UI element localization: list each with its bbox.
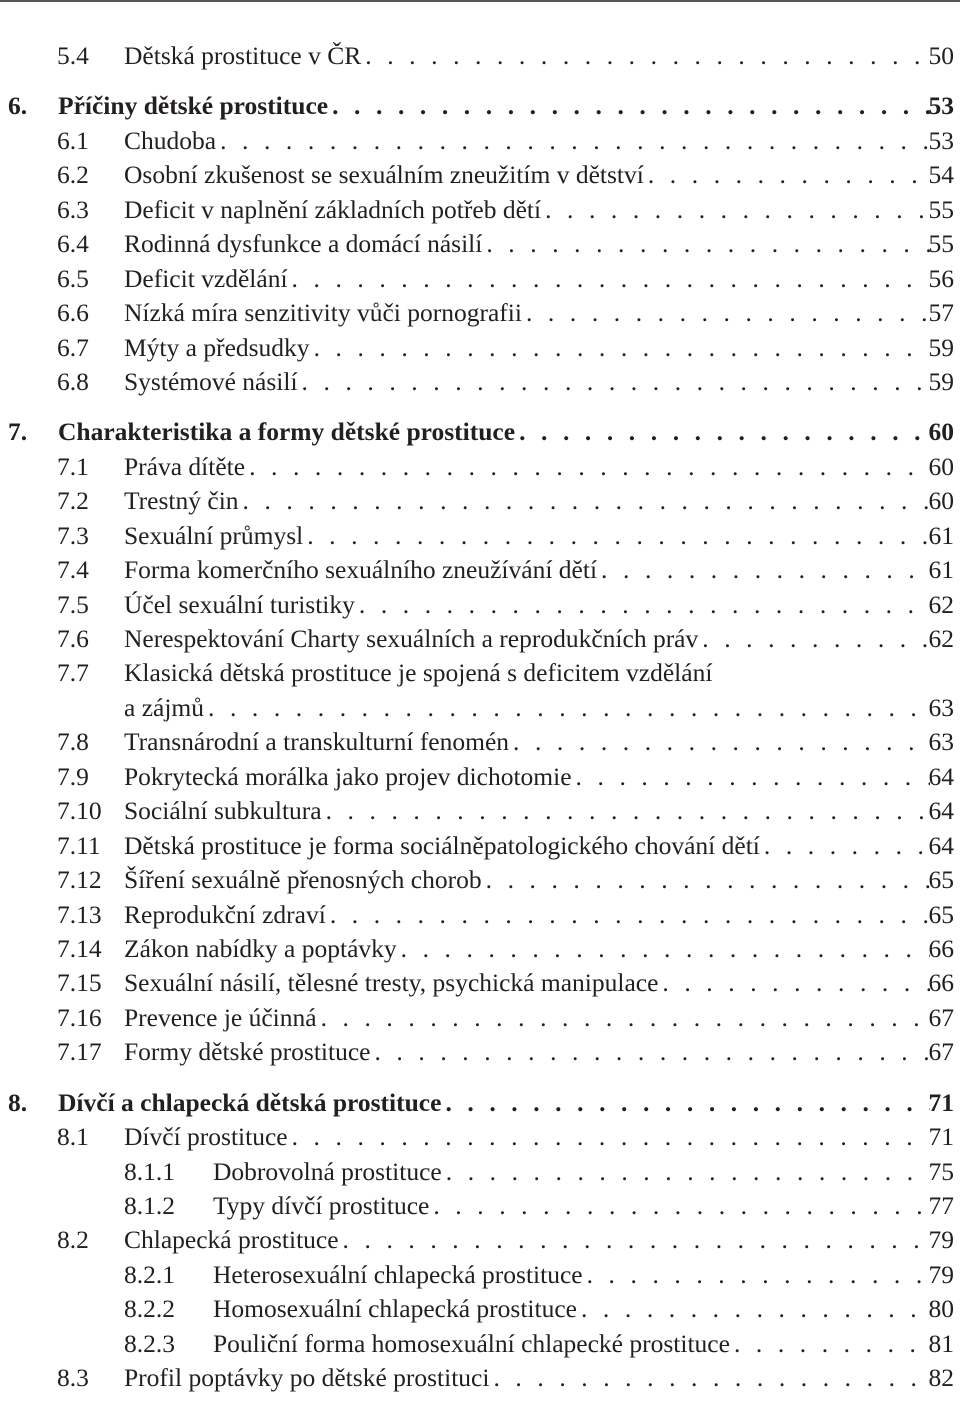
toc-page-number: 55 — [928, 229, 954, 259]
toc-entry-title — [124, 725, 930, 759]
toc-page-number: 65 — [928, 899, 954, 929]
dot-leader — [374, 1035, 930, 1069]
toc-entry-title — [124, 519, 930, 553]
dot-leader — [292, 1120, 930, 1154]
dot-leader — [581, 1292, 930, 1326]
toc-section-row[interactable] — [0, 39, 960, 73]
toc-entry-title-text: Chlapecká prostituce — [124, 1223, 343, 1257]
toc-page-number: 79 — [928, 1259, 954, 1289]
toc-entry-title — [58, 1086, 930, 1120]
toc-entry-title-text: Pouliční forma homosexuální chlapecké prostituce — [213, 1327, 734, 1361]
toc-section-row[interactable] — [0, 262, 960, 296]
toc-entry-number: 7.8 — [57, 727, 89, 757]
table-of-contents — [0, 39, 960, 1396]
toc-entry-title-text: Šíření sexuálně přenosných chorob — [124, 863, 486, 897]
toc-entry-title-text: Typy dívčí prostituce — [213, 1189, 433, 1223]
toc-section-row[interactable] — [0, 296, 960, 330]
toc-page-number: 66 — [928, 933, 954, 963]
toc-entry-number: 6.1 — [57, 125, 89, 155]
toc-entry-number: 7. — [8, 417, 28, 447]
toc-entry-number: 7.3 — [57, 520, 89, 550]
toc-section-row[interactable] — [0, 553, 960, 587]
toc-section-row[interactable] — [0, 966, 960, 1000]
toc-entry-title-text: Práva dítěte — [124, 450, 249, 484]
toc-entry-title — [124, 365, 930, 399]
toc-section-row[interactable] — [0, 1361, 960, 1395]
toc-entry-number: 7.17 — [57, 1037, 102, 1067]
toc-page-number: 81 — [928, 1328, 954, 1358]
toc-entry-title — [124, 158, 930, 192]
toc-entry-title-text: Dobrovolná prostituce — [213, 1155, 446, 1189]
toc-entry-title-text: Reprodukční zdraví — [124, 898, 330, 932]
toc-entry-title — [124, 622, 930, 656]
toc-entry-number: 7.9 — [57, 761, 89, 791]
toc-entry-title-text: Homosexuální chlapecká prostituce — [213, 1292, 581, 1326]
toc-page-number: 62 — [928, 589, 954, 619]
toc-entry-number: 8.2 — [57, 1225, 89, 1255]
dot-leader — [601, 553, 930, 587]
toc-section-row[interactable] — [0, 227, 960, 261]
toc-entry-title-text: a zájmů — [124, 691, 208, 725]
dot-leader — [401, 932, 930, 966]
toc-page-number: 64 — [928, 761, 954, 791]
toc-section-row[interactable] — [0, 760, 960, 794]
toc-entry-title — [213, 1189, 930, 1223]
dot-leader — [208, 691, 930, 725]
toc-page-number: 79 — [928, 1225, 954, 1255]
toc-entry-title-text: Zákon nabídky a poptávky — [124, 932, 401, 966]
toc-entry-title-text: Trestný čin — [124, 484, 243, 518]
dot-leader — [359, 588, 930, 622]
toc-section-row[interactable] — [0, 794, 960, 828]
toc-entry-title-text: Sociální subkultura — [124, 794, 326, 828]
dot-leader — [648, 158, 930, 192]
toc-subsubsection-row[interactable] — [0, 1155, 960, 1189]
toc-entry-title-text: Sexuální násilí, tělesné tresty, psychická manipulace — [124, 966, 662, 1000]
toc-section-row[interactable] — [0, 158, 960, 192]
toc-entry-number: 6.2 — [57, 160, 89, 190]
toc-entry-title-text: Mýty a předsudky — [124, 331, 314, 365]
dot-leader — [307, 519, 930, 553]
toc-section-row[interactable] — [0, 365, 960, 399]
dot-leader — [446, 1155, 930, 1189]
toc-entry-title-text: Nízká míra senzitivity vůči pornografii — [124, 296, 526, 330]
toc-entry-title-text: Deficit v naplnění základních potřeb dětí — [124, 193, 545, 227]
toc-entry-title-text: Charakteristika a formy dětské prostituce — [58, 415, 519, 449]
toc-entry-title-text: Příčiny dětské prostituce — [58, 89, 332, 123]
toc-page-number: 56 — [928, 263, 954, 293]
toc-entry-title — [213, 1327, 930, 1361]
toc-entry-title — [124, 1361, 930, 1395]
toc-entry-number: 7.7 — [57, 658, 89, 688]
toc-page-number: 57 — [928, 298, 954, 328]
toc-section-row[interactable] — [0, 193, 960, 227]
toc-entry-title — [124, 656, 930, 690]
toc-section-row-continuation[interactable] — [0, 691, 960, 725]
toc-section-row[interactable] — [0, 725, 960, 759]
dot-leader — [702, 622, 930, 656]
toc-entry-title — [124, 932, 930, 966]
toc-entry-number: 7.15 — [57, 968, 102, 998]
toc-entry-title — [124, 124, 930, 158]
dot-leader — [576, 760, 930, 794]
toc-entry-number: 7.12 — [57, 865, 102, 895]
toc-entry-title-text: Sexuální průmysl — [124, 519, 307, 553]
dot-leader — [513, 725, 930, 759]
dot-leader — [326, 794, 930, 828]
toc-entry-title-text: Heterosexuální chlapecká prostituce — [213, 1258, 587, 1292]
dot-leader — [330, 898, 930, 932]
toc-page-number: 50 — [928, 41, 954, 70]
toc-page-number: 71 — [928, 1087, 954, 1117]
toc-subsubsection-row[interactable] — [0, 1327, 960, 1361]
toc-entry-title-text: Dětská prostituce je forma sociálněpatologického chování dětí — [124, 829, 764, 863]
toc-entry-title-text: Deficit vzdělání — [124, 262, 292, 296]
toc-section-row[interactable] — [0, 932, 960, 966]
dot-leader — [764, 829, 930, 863]
toc-entry-title — [124, 1035, 930, 1069]
toc-entry-number: 6.7 — [57, 332, 89, 362]
toc-page-number: 82 — [928, 1363, 954, 1393]
top-rule — [0, 0, 960, 2]
toc-entry-number: 6. — [8, 91, 28, 121]
toc-page-number: 55 — [928, 194, 954, 224]
dot-leader — [292, 262, 930, 296]
toc-page-number: 59 — [928, 332, 954, 362]
toc-page-number: 53 — [928, 91, 954, 121]
toc-section-row[interactable] — [0, 1035, 960, 1069]
toc-section-row[interactable] — [0, 622, 960, 656]
toc-entry-title — [58, 415, 930, 449]
dot-leader — [433, 1189, 930, 1223]
toc-section-row[interactable] — [0, 519, 960, 553]
toc-entry-title — [124, 227, 930, 261]
toc-chapter-row[interactable] — [0, 1086, 960, 1120]
toc-entry-number: 5.4 — [57, 41, 89, 70]
dot-leader — [321, 1001, 930, 1035]
dot-leader — [343, 1223, 930, 1257]
toc-entry-number: 7.4 — [57, 555, 89, 585]
toc-entry-title-text: Rodinná dysfunkce a domácí násilí — [124, 227, 486, 261]
toc-entry-number: 6.5 — [57, 263, 89, 293]
dot-leader — [243, 484, 930, 518]
toc-page-number: 77 — [928, 1191, 954, 1220]
toc-page-number: 63 — [928, 727, 954, 757]
toc-entry-number: 7.6 — [57, 624, 89, 653]
toc-page-number: 61 — [928, 520, 954, 550]
toc-entry-title — [124, 484, 930, 518]
toc-section-row[interactable] — [0, 656, 960, 690]
toc-entry-title — [124, 760, 930, 794]
toc-entry-title — [124, 966, 930, 1000]
toc-entry-title — [124, 553, 930, 587]
toc-entry-number: 7.16 — [57, 1002, 102, 1032]
toc-entry-title-text: Profil poptávky po dětské prostituci — [124, 1361, 493, 1395]
toc-entry-title-text: Klasická dětská prostituce je spojená s deficitem vzdělání — [124, 656, 716, 690]
toc-entry-title — [124, 588, 930, 622]
toc-subsubsection-row[interactable] — [0, 1189, 960, 1223]
toc-entry-number: 8. — [8, 1087, 28, 1117]
toc-section-row[interactable] — [0, 829, 960, 863]
toc-section-row[interactable] — [0, 484, 960, 518]
toc-page-number: 60 — [928, 451, 954, 481]
toc-entry-title — [124, 691, 930, 725]
toc-page-number: 66 — [928, 968, 954, 998]
toc-entry-number: 7.14 — [57, 933, 102, 963]
toc-entry-title — [58, 89, 930, 123]
toc-entry-number: 8.2.2 — [124, 1294, 175, 1324]
toc-section-row[interactable] — [0, 588, 960, 622]
toc-section-row[interactable] — [0, 450, 960, 484]
toc-page-number: 64 — [928, 830, 954, 860]
toc-entry-title — [124, 331, 930, 365]
toc-entry-title-text: Osobní zkušenost se sexuálním zneužitím v dětství — [124, 158, 648, 192]
toc-entry-title — [213, 1155, 930, 1189]
toc-page-number: 61 — [928, 555, 954, 585]
toc-entry-title — [124, 193, 930, 227]
toc-page-number: 60 — [928, 417, 954, 447]
toc-entry-number: 8.2.1 — [124, 1259, 175, 1289]
toc-entry-title — [124, 1223, 930, 1257]
toc-entry-title — [213, 1258, 930, 1292]
toc-page-number: 62 — [928, 624, 954, 653]
dot-leader — [662, 966, 930, 1000]
toc-page-number: 80 — [928, 1294, 954, 1324]
toc-page-number: 67 — [928, 1002, 954, 1032]
dot-leader — [734, 1327, 930, 1361]
dot-leader — [220, 124, 930, 158]
toc-entry-title — [124, 1120, 930, 1154]
toc-entry-number: 6.8 — [57, 366, 89, 396]
dot-leader — [302, 365, 930, 399]
dot-leader — [365, 39, 930, 73]
toc-entry-number: 8.1.2 — [124, 1191, 175, 1220]
toc-page-number: 75 — [928, 1156, 954, 1186]
dot-leader — [545, 193, 930, 227]
dot-leader — [445, 1086, 930, 1120]
toc-entry-number: 7.1 — [57, 451, 89, 481]
toc-page-number: 65 — [928, 865, 954, 895]
toc-page-number: 60 — [928, 486, 954, 516]
dot-leader — [314, 331, 930, 365]
toc-entry-title-text: Chudoba — [124, 124, 220, 158]
toc-entry-number: 8.1.1 — [124, 1156, 175, 1186]
toc-section-row[interactable] — [0, 898, 960, 932]
toc-entry-number: 8.3 — [57, 1363, 89, 1393]
toc-subsubsection-row[interactable] — [0, 1258, 960, 1292]
dot-leader — [587, 1258, 930, 1292]
toc-entry-title-text: Dětská prostituce v ČR — [124, 39, 365, 73]
toc-subsubsection-row[interactable] — [0, 1292, 960, 1326]
dot-leader — [332, 89, 930, 123]
toc-entry-title — [124, 794, 930, 828]
toc-entry-title — [124, 829, 930, 863]
toc-entry-title-text: Nerespektování Charty sexuálních a reprodukčních práv — [124, 622, 702, 656]
toc-chapter-row[interactable] — [0, 89, 960, 123]
toc-entry-number: 7.11 — [57, 830, 101, 860]
toc-section-row[interactable] — [0, 863, 960, 897]
toc-entry-title — [124, 39, 930, 73]
toc-section-row[interactable] — [0, 124, 960, 158]
toc-entry-title-text: Transnárodní a transkulturní fenomén — [124, 725, 513, 759]
toc-entry-number: 6.6 — [57, 298, 89, 328]
dot-leader — [526, 296, 930, 330]
dot-leader — [519, 415, 930, 449]
toc-section-row[interactable] — [0, 1223, 960, 1257]
toc-entry-title-text: Systémové násilí — [124, 365, 302, 399]
toc-entry-title-text: Formy dětské prostituce — [124, 1035, 374, 1069]
dot-leader — [493, 1361, 930, 1395]
toc-page-number: 67 — [928, 1037, 954, 1067]
toc-entry-title-text: Forma komerčního sexuálního zneužívání dětí — [124, 553, 601, 587]
toc-entry-title — [124, 262, 930, 296]
toc-entry-number: 7.13 — [57, 899, 102, 929]
toc-entry-number: 7.10 — [57, 796, 102, 826]
toc-section-row[interactable] — [0, 331, 960, 365]
toc-page-number: 64 — [928, 796, 954, 826]
dot-leader — [249, 450, 930, 484]
toc-entry-number: 8.2.3 — [124, 1328, 175, 1358]
toc-entry-title-text: Pokrytecká morálka jako projev dichotomie — [124, 760, 576, 794]
dot-leader — [486, 227, 930, 261]
toc-entry-title — [213, 1292, 930, 1326]
toc-page-number: 71 — [928, 1122, 954, 1152]
toc-entry-title-text: Dívčí a chlapecká dětská prostituce — [58, 1086, 445, 1120]
toc-entry-number: 7.2 — [57, 486, 89, 516]
dot-leader — [486, 863, 930, 897]
toc-entry-number: 6.4 — [57, 229, 89, 259]
toc-page-number: 54 — [928, 160, 954, 190]
toc-entry-title — [124, 863, 930, 897]
toc-section-row[interactable] — [0, 1120, 960, 1154]
toc-page-number: 53 — [928, 125, 954, 155]
toc-entry-title — [124, 296, 930, 330]
toc-page-number: 63 — [928, 692, 954, 722]
toc-page-number: 59 — [928, 366, 954, 396]
toc-entry-title — [124, 898, 930, 932]
toc-entry-number: 7.5 — [57, 589, 89, 619]
toc-entry-title — [124, 1001, 930, 1035]
toc-entry-title — [124, 450, 930, 484]
toc-entry-number: 6.3 — [57, 194, 89, 224]
toc-entry-title-text: Prevence je účinná — [124, 1001, 321, 1035]
toc-entry-title-text: Dívčí prostituce — [124, 1120, 292, 1154]
toc-section-row[interactable] — [0, 1001, 960, 1035]
toc-entry-title-text: Účel sexuální turistiky — [124, 588, 359, 622]
toc-entry-number: 8.1 — [57, 1122, 89, 1152]
toc-chapter-row[interactable] — [0, 415, 960, 449]
